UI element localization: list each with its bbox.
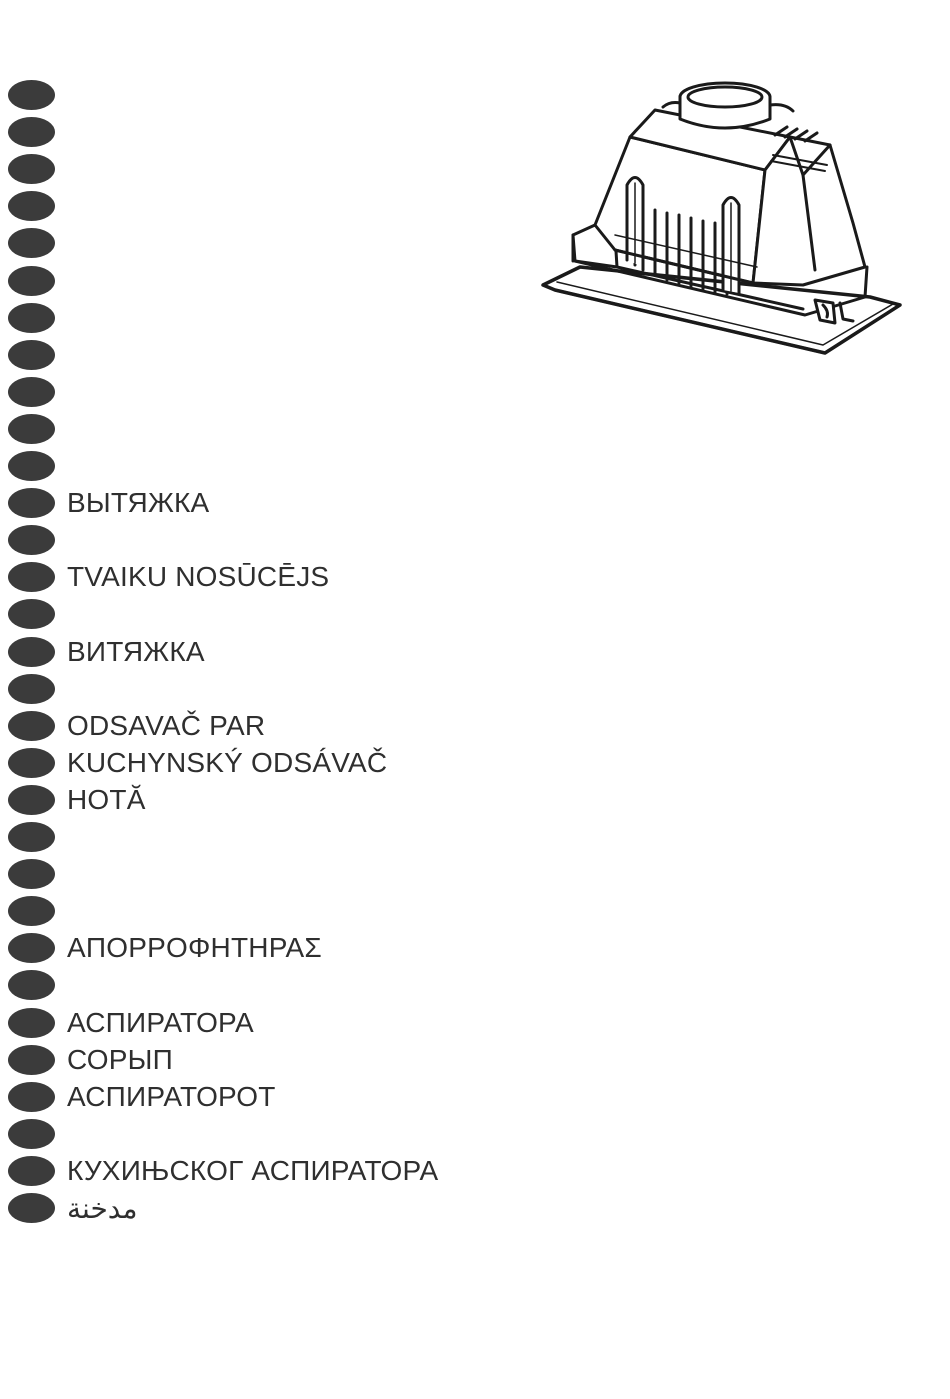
language-label: ΑΠΟΡΡΟΦΗΤΗΡΑΣ [67, 932, 322, 964]
language-tab-marker [8, 859, 55, 889]
language-row [8, 228, 55, 258]
language-tab-marker [8, 117, 55, 147]
language-tab-marker [8, 228, 55, 258]
language-tab-marker [8, 1045, 55, 1075]
language-label: KUCHYNSKÝ ODSÁVAČ [67, 746, 388, 778]
language-tab-marker [8, 822, 55, 852]
language-row [8, 933, 322, 963]
language-tab-marker [8, 377, 55, 407]
language-label: АСПИРАТОРОТ [67, 1080, 276, 1112]
language-tab-marker [8, 488, 55, 518]
language-tab-marker [8, 637, 55, 667]
language-row [8, 488, 209, 518]
language-row [8, 451, 55, 481]
language-tab-marker [8, 748, 55, 778]
language-row [8, 303, 55, 333]
language-tab-marker [8, 266, 55, 296]
language-label: СОРЫП [67, 1043, 173, 1075]
language-row [8, 377, 55, 407]
language-tab-marker [8, 562, 55, 592]
cooker-hood-illustration [535, 75, 915, 365]
language-tab-marker [8, 674, 55, 704]
language-row [8, 1119, 55, 1149]
language-row [8, 266, 55, 296]
language-tab-marker [8, 1008, 55, 1038]
language-tab-marker [8, 1082, 55, 1112]
language-tab-marker [8, 525, 55, 555]
language-label: TVAIKU NOSŪCĒJS [67, 561, 330, 593]
language-row [8, 525, 55, 555]
language-label: ODSAVAČ PAR [67, 709, 266, 741]
language-tab-marker [8, 191, 55, 221]
language-label: ВИТЯЖКА [67, 635, 205, 667]
language-row [8, 1008, 254, 1038]
language-tab-marker [8, 1156, 55, 1186]
language-row [8, 1156, 438, 1186]
language-tab-marker [8, 711, 55, 741]
language-row [8, 785, 146, 815]
language-row [8, 859, 55, 889]
language-tab-marker [8, 80, 55, 110]
language-row [8, 674, 55, 704]
language-label: مدخنة [67, 1192, 138, 1224]
language-row [8, 1193, 137, 1223]
language-label: ВЫТЯЖКА [67, 487, 210, 519]
language-tab-marker [8, 154, 55, 184]
language-tab-marker [8, 785, 55, 815]
language-tab-marker [8, 1119, 55, 1149]
language-row [8, 1082, 276, 1112]
language-tab-marker [8, 599, 55, 629]
language-tab-marker [8, 340, 55, 370]
language-row [8, 822, 55, 852]
language-row [8, 562, 329, 592]
language-row [8, 970, 55, 1000]
language-label: HOTĂ [67, 783, 146, 815]
language-row [8, 748, 387, 778]
language-tab-marker [8, 1193, 55, 1223]
language-row [8, 637, 205, 667]
language-row [8, 80, 55, 110]
language-row [8, 414, 55, 444]
language-row [8, 711, 265, 741]
language-tab-marker [8, 414, 55, 444]
language-row [8, 340, 55, 370]
language-tab-marker [8, 933, 55, 963]
language-row [8, 1045, 173, 1075]
language-label: АСПИРАТОРА [67, 1006, 254, 1038]
language-row [8, 154, 55, 184]
language-tab-marker [8, 451, 55, 481]
language-label: КУХИЊСКОГ АСПИРАТОРА [67, 1154, 439, 1186]
language-tab-marker [8, 896, 55, 926]
language-row [8, 599, 55, 629]
language-tab-marker [8, 970, 55, 1000]
language-row [8, 896, 55, 926]
language-row [8, 191, 55, 221]
language-tab-marker [8, 303, 55, 333]
language-row [8, 117, 55, 147]
